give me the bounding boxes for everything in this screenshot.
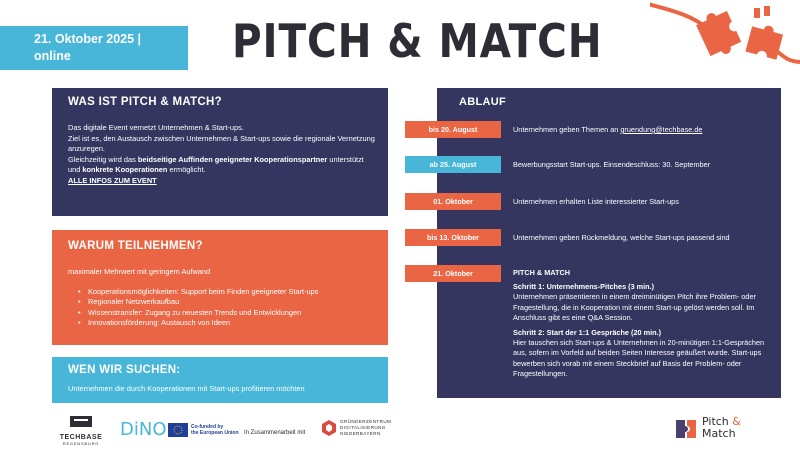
dino-logo: DiNO (120, 419, 167, 440)
step-2-title: Schritt 2: Start der 1:1 Gespräche (20 min.) (513, 328, 662, 338)
timeline-text-1: Unternehmen geben Themen an gruendung@techbase.de (513, 125, 703, 134)
timeline-tag-1: bis 20. August (405, 121, 501, 138)
eu-logo: Co-funded by the European Union (168, 423, 239, 437)
date-line-2: online (34, 49, 71, 63)
timeline-tag-3: 01. Oktober (405, 193, 501, 210)
warum-intro: maximaler Mehrwert mit geringem Aufwand (68, 267, 211, 276)
card-ablauf-heading: ABLAUF (459, 96, 507, 108)
timeline-text-3: Unternehmen erhalten Liste interessierter Start-ups (513, 197, 679, 206)
date-badge (0, 26, 188, 70)
email-link[interactable]: gruendung@techbase.de (620, 125, 703, 134)
card-warum (52, 230, 388, 345)
timeline-tag-4: bis 13. Oktober (405, 229, 501, 246)
timeline-text-4: Unternehmen geben Rückmeldung, welche Start-ups passend sind (513, 233, 730, 242)
page-title: PITCH & MATCH (232, 14, 603, 68)
card-wen (52, 357, 388, 403)
timeline-tag-2: ab 25. August (405, 156, 501, 173)
list-item: • Innovationsförderung: Austausch von Ideen (88, 318, 376, 329)
puzzle-cable-icon (650, 0, 800, 72)
timeline-text-5 (513, 268, 775, 379)
techbase-icon (68, 415, 94, 429)
zusammenarbeit-text: In Zusammenarbeit mit (244, 430, 306, 436)
wen-text: Unternehmen die durch Kooperationen mit Start-ups profitieren möchten (68, 384, 305, 393)
list-item: • Wissenstransfer: Zugang zu neuesten Trends und Entwicklungen (88, 308, 376, 319)
gruenderzentrum-icon (322, 420, 336, 436)
card-was-heading: WAS IST PITCH & MATCH? (68, 96, 222, 108)
footer-logos (52, 413, 472, 447)
was-text-2: Ziel ist es, den Austausch zwischen Unternehmen & Start-ups sowie die regionale Vernetzung anzuregen. (68, 133, 375, 154)
step-2-text: Hier tauschen sich Start-ups & Unternehmen in 20-minütigen 1:1-Gesprächen aus, sofern im Vorfeld auf beiden Seiten Interesse geäußert wurde. Start-ups bewerben sich vorab mit einem Steckbrief auf Basis der Problem- oder Fragestellungen. (513, 338, 765, 378)
timeline-tag-5: 21. Oktober (405, 265, 501, 282)
warum-list (68, 287, 376, 329)
pitch-match-logo: Pitch & Match (672, 414, 782, 444)
was-text-3: Gleichzeitig wird das beidseitige Auffinden geeigneter Kooperationspartner unterstützt und konkrete Kooperationen ermöglicht. (68, 154, 364, 175)
gruenderzentrum-logo: GRÜNDERZENTRUM DIGITALISIERUNG NIEDERBAYERN (322, 419, 391, 437)
pitch-match-icon (674, 418, 698, 440)
pitch-match-subtitle: PITCH & MATCH (513, 268, 571, 277)
timeline-text-2: Bewerbungsstart Start-ups. Einsendeschluss: 30. September (513, 160, 711, 169)
card-warum-heading: WARUM TEILNEHMEN? (68, 240, 203, 252)
was-text-1: Das digitale Event vernetzt Unternehmen & Start-ups. (68, 123, 244, 132)
list-item: • Regionaler Netzwerkaufbau (88, 297, 376, 308)
date-line-1: 21. Oktober 2025 | (34, 32, 142, 46)
card-was-ist (52, 88, 388, 216)
techbase-logo: TECHBASE REGENSBURG (52, 415, 110, 446)
card-wen-heading: WEN WIR SUCHEN: (68, 364, 181, 376)
list-item: • Kooperationsmöglichkeiten: Support beim Finden geeigneter Start-ups (88, 287, 376, 298)
eu-flag-icon (168, 423, 188, 437)
step-1-title: Schritt 1: Unternehmens-Pitches (3 min.) (513, 282, 655, 292)
alle-infos-link[interactable]: ALLE INFOS ZUM EVENT (68, 175, 157, 185)
step-1-text: Unternehmen präsentieren in einem dreiminütigen Pitch ihre Problem- oder Fragestellung, die in Kooperation mit einem Start-up gelöst werden soll. Im Anschluss gibt es eine Q&A Session. (513, 292, 756, 322)
